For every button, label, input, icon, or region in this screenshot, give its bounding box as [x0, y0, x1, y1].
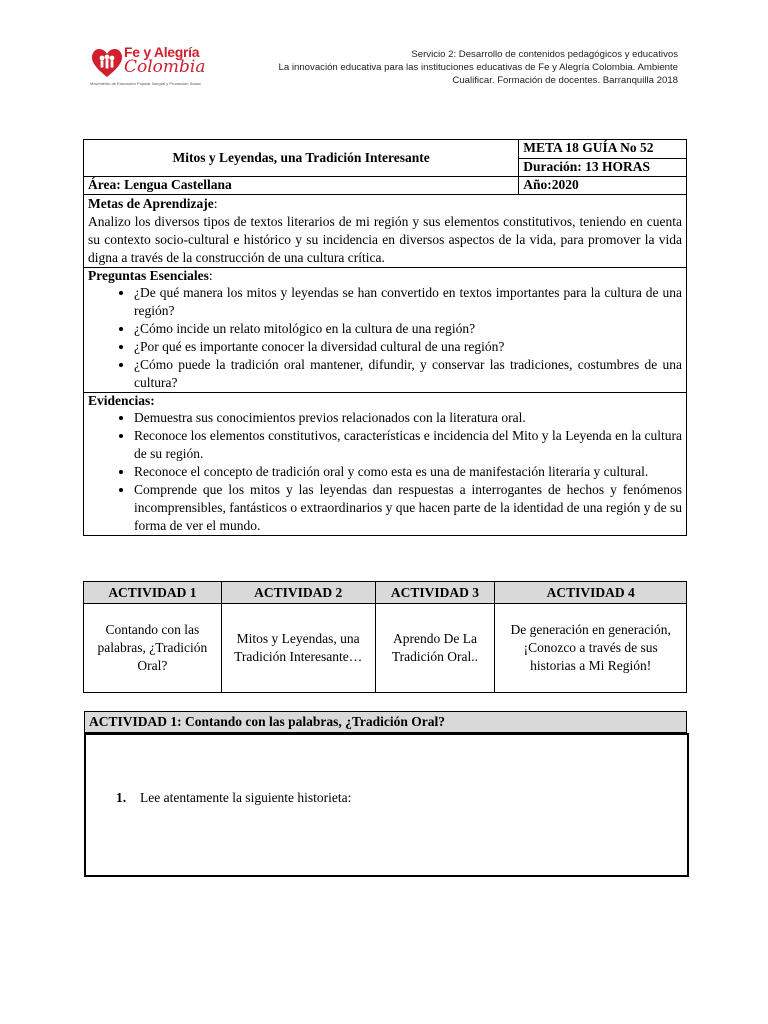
- logo: [90, 44, 206, 88]
- list-item: • Comprende que los mitos y las leyendas dan respuestas a interrogantes de hechos y fenómenos incomprensibles, fantásticos o extraordinarios y que hacen parte de la identidad de una región y de su forma de ver el mundo.: [134, 481, 682, 535]
- list-item: • Reconoce el concepto de tradición oral y como esta es una de manifestación literaria y cultural.: [134, 463, 682, 481]
- activity-header-4: ACTIVIDAD 4: [495, 582, 687, 604]
- heart-logo-icon: [90, 46, 124, 80]
- logo-country: Colombia: [124, 57, 206, 77]
- logo-brand: Fe y Alegría: [124, 44, 200, 60]
- list-item: • ¿Cómo incide un relato mitológico en la cultura de una región?: [134, 320, 682, 338]
- document-header: [208, 48, 678, 87]
- guide-title: Mitos y Leyendas, una Tradición Interesante: [84, 140, 519, 177]
- activity-header-3: ACTIVIDAD 3: [375, 582, 495, 604]
- activities-table: [83, 581, 687, 693]
- guide-area: Área: Lengua Castellana: [84, 177, 519, 195]
- learning-goals-text: Analizo los diversos tipos de textos literarios de mi región y sus elementos constitutivos, teniendo en cuenta su contexto socio-cultural e histórico y su incidencia en diversos aspectos de la vida, para promover la vida digna a través de la construcción de una cultura crítica.: [88, 214, 682, 265]
- header-line-2: La innovación educativa para las instituciones educativas de Fe y Alegría Colombia. Ambiente: [278, 62, 678, 73]
- activity-1-step: [116, 790, 351, 806]
- list-item: • Demuestra sus conocimientos previos relacionados con la literatura oral.: [134, 409, 682, 427]
- activity-name-1: Contando con las palabras, ¿Tradición Oral?: [84, 604, 222, 693]
- guide-year: Año:2020: [519, 177, 687, 195]
- guide-table: [83, 139, 687, 536]
- header-line-3: Cualificar. Formación de docentes. Barranquilla 2018: [452, 75, 678, 86]
- guide-duration: Duración: 13 HORAS: [519, 159, 687, 177]
- list-item: • ¿Cómo puede la tradición oral mantener, difundir, y conservar las tradiciones, costumbres de una cultura?: [134, 356, 682, 392]
- step-text: Lee atentamente la siguiente historieta:: [140, 790, 352, 805]
- evidence-list: [88, 409, 682, 535]
- essential-questions-label: Preguntas Esenciales: [88, 268, 209, 283]
- activity-header-2: ACTIVIDAD 2: [221, 582, 375, 604]
- guide-meta: META 18 GUÍA No 52: [519, 140, 687, 159]
- activity-name-3: Aprendo De La Tradición Oral..: [375, 604, 495, 693]
- activity-name-2: Mitos y Leyendas, una Tradición Interesante…: [221, 604, 375, 693]
- evidence-label: Evidencias:: [88, 393, 155, 408]
- essential-questions-section: Preguntas Esenciales: • ¿De qué manera los mitos y leyendas se han convertido en textos importantes para la cultura de una región? • ¿Cómo incide un relato mitológico en la cultura de una región? • ¿Por qué es importante conocer la diversidad cultural de una región? • ¿Cómo puede la tradición oral mantener, difundir, y conservar las tradiciones, costumbres de una cultura?: [84, 268, 687, 393]
- essential-questions-list: [88, 284, 682, 392]
- list-item: • ¿Por qué es importante conocer la diversidad cultural de una región?: [134, 338, 682, 356]
- evidence-section: [84, 393, 687, 536]
- logo-tagline: Movimiento de Educación Popular Integral y Promoción Social: [90, 81, 201, 86]
- list-item: • Reconoce los elementos constitutivos, características e incidencia del Mito y la Leyenda en la cultura de su región.: [134, 427, 682, 463]
- list-item: • ¿De qué manera los mitos y leyendas se han convertido en textos importantes para la cultura de una región?: [134, 284, 682, 320]
- step-number: 1.: [116, 790, 127, 805]
- header-line-1: Servicio 2: Desarrollo de contenidos pedagógicos y educativos: [411, 49, 678, 60]
- activity-name-4: De generación en generación, ¡Conozco a través de sus historias a Mi Región!: [495, 604, 687, 693]
- activity-1-title: ACTIVIDAD 1: Contando con las palabras, ¿Tradición Oral?: [84, 711, 687, 733]
- learning-goals-label: Metas de Aprendizaje: [88, 196, 214, 211]
- activity-1-content: [84, 733, 689, 877]
- activity-header-1: ACTIVIDAD 1: [84, 582, 222, 604]
- learning-goals-section: Metas de Aprendizaje: Analizo los diversos tipos de textos literarios de mi región y sus elementos constitutivos, teniendo en cuenta su contexto socio-cultural e histórico y su incidencia en diversos aspectos de la vida, para promover la vida digna a través de la construcción de una cultura crítica.: [84, 195, 687, 268]
